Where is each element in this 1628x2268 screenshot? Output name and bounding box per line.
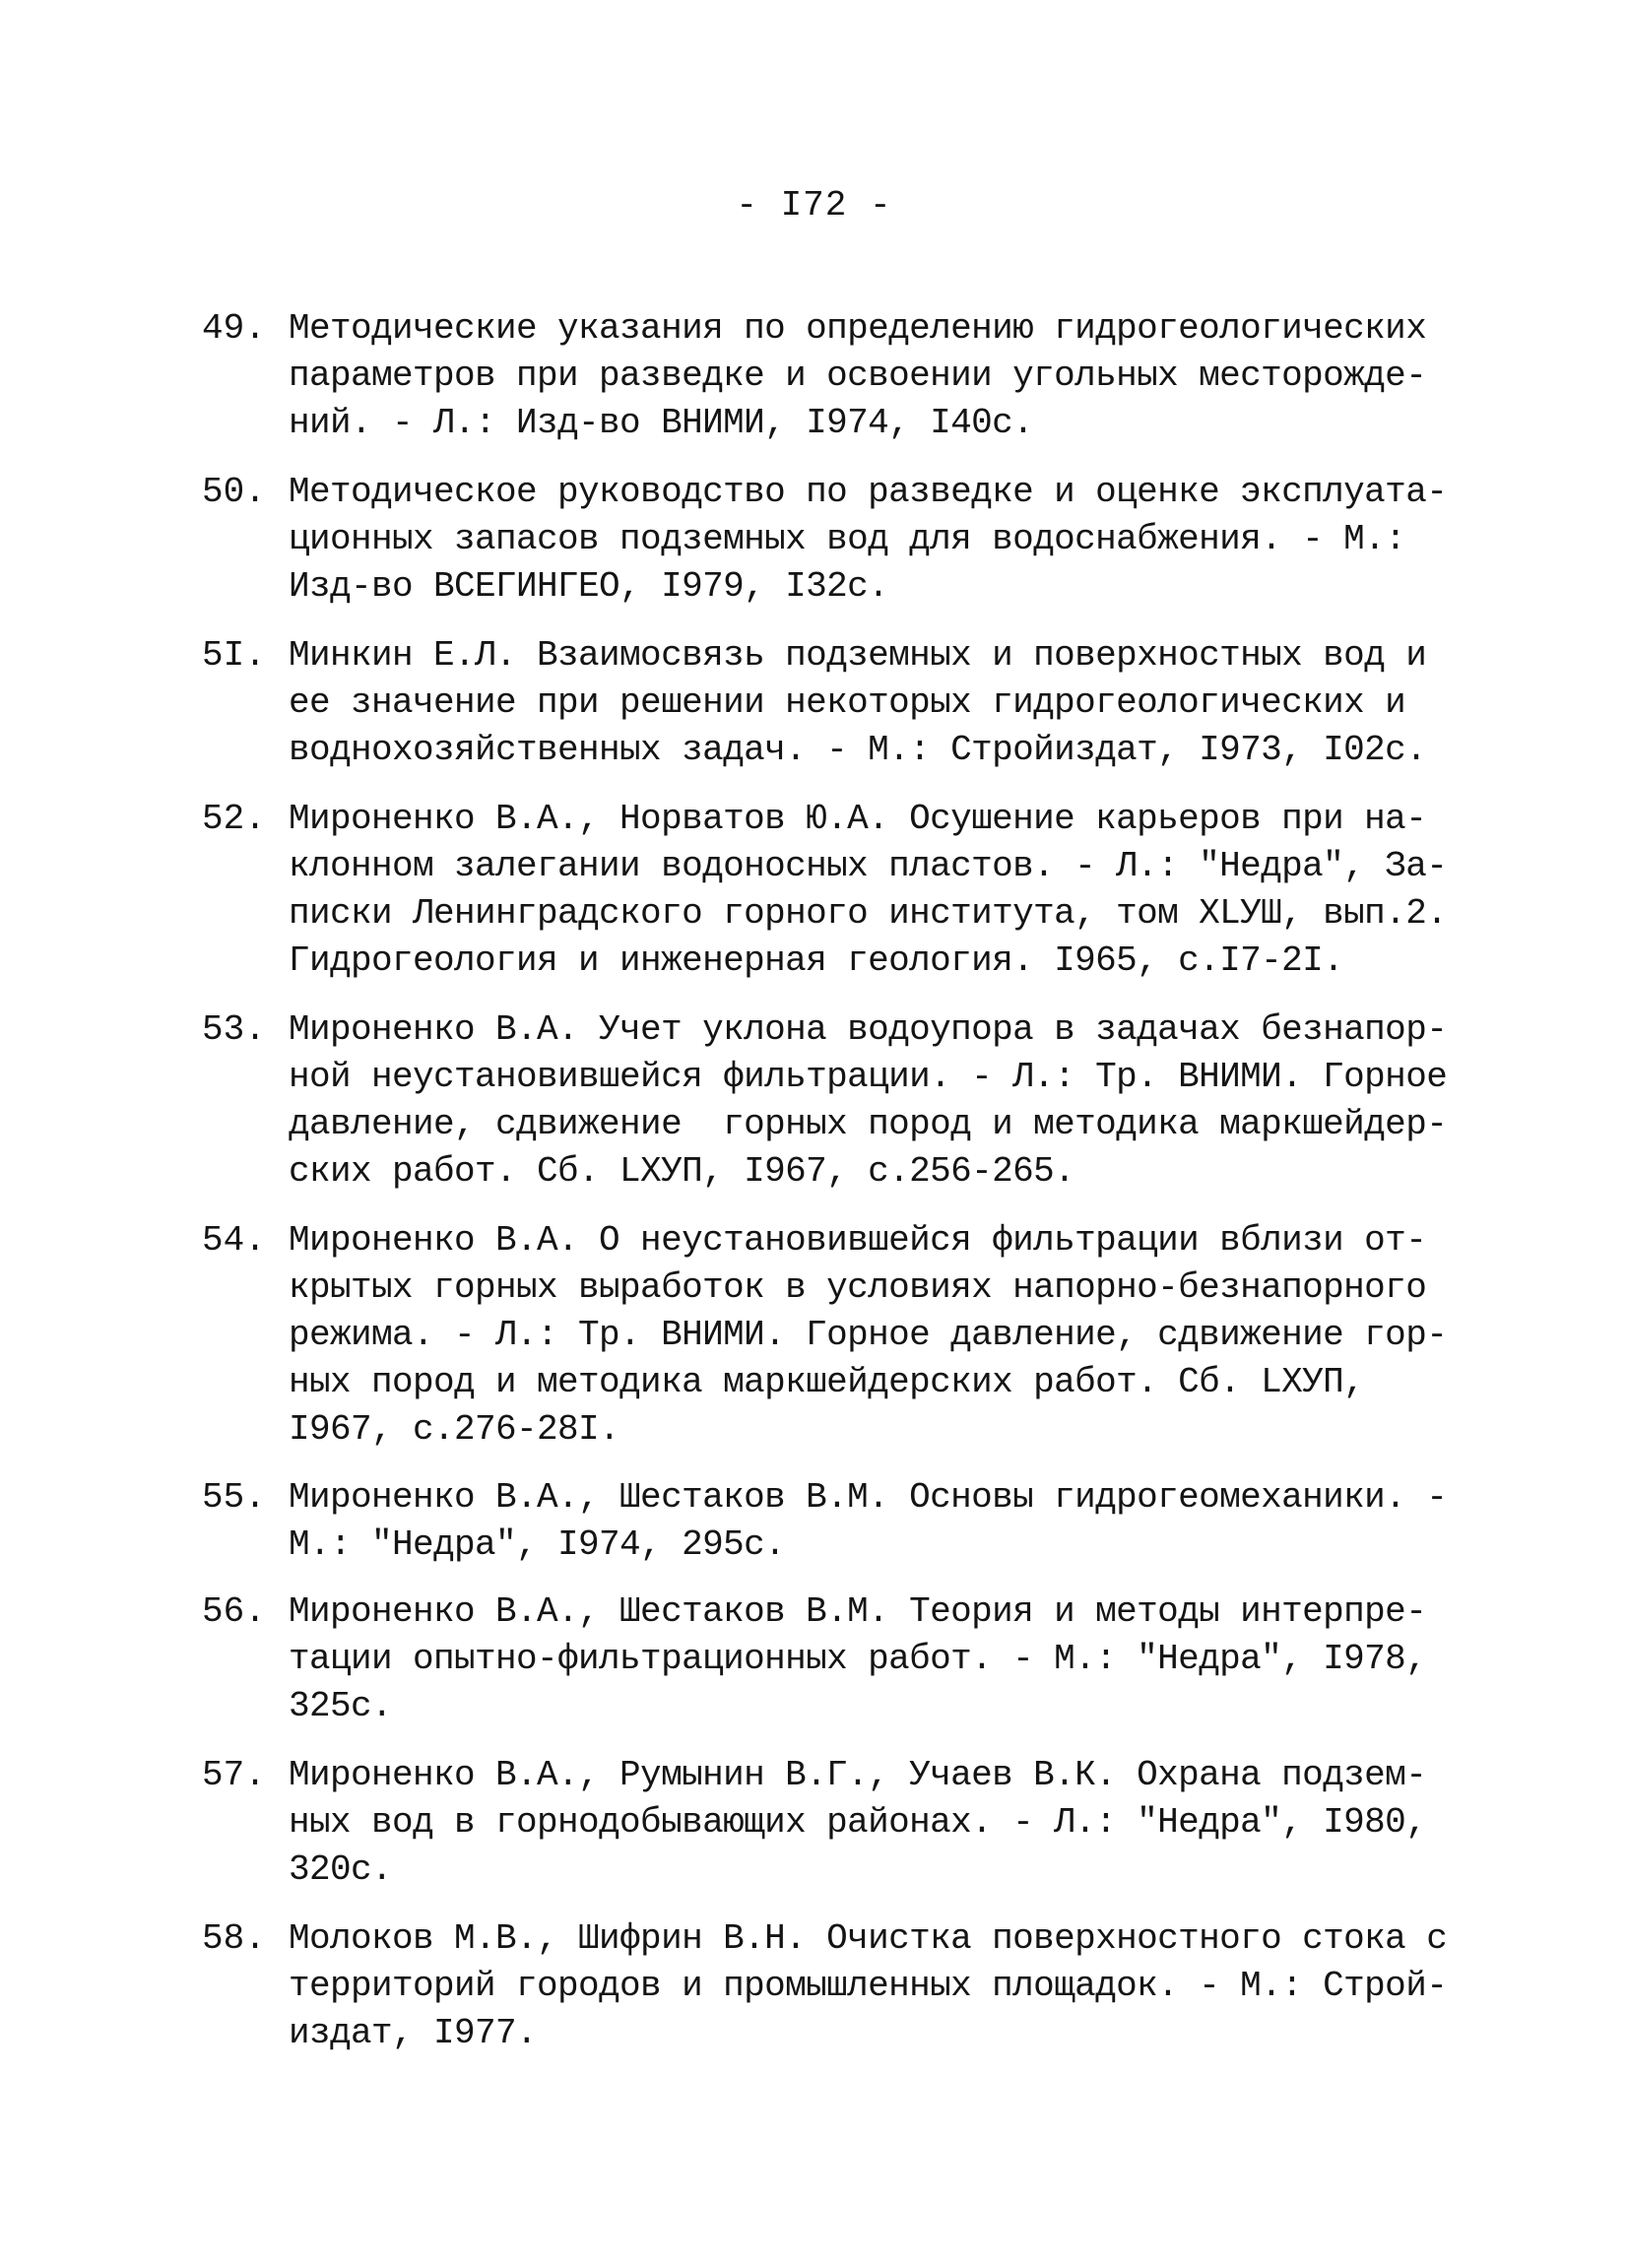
reference-line: крытых горных выработок в условиях напорно-безнапорного: [289, 1267, 1427, 1308]
reference-text: [289, 1588, 1431, 1730]
reference-line: Гидрогеология и инженерная геология. I965, с.I7-2I.: [289, 940, 1344, 981]
reference-text: [289, 305, 1431, 447]
reference-text: [289, 1474, 1448, 1569]
reference-line: ских работ. Сб. LХУП, I967, с.256-265.: [289, 1151, 1075, 1192]
reference-number: 5I.: [202, 635, 266, 676]
reference-text: [289, 1006, 1448, 1196]
reference-line: Методическое руководство по разведке и оценке эксплуата-: [289, 472, 1448, 512]
reference-line: 325с.: [289, 1686, 393, 1726]
reference-line: Мироненко В.А. Учет уклона водоупора в задачах безнапор-: [289, 1009, 1448, 1050]
reference-line: территорий городов и промышленных площадок. - М.: Строй-: [289, 1966, 1448, 2006]
reference-line: воднохозяйственных задач. - М.: Стройиздат, I973, I02с.: [289, 730, 1427, 770]
reference-text: [289, 796, 1448, 985]
page-number: - I72 -: [736, 185, 892, 226]
reference-number: 58.: [202, 1918, 266, 1959]
reference-line: Мироненко В.А. О неустановившейся фильтрации вблизи от-: [289, 1220, 1427, 1261]
reference-line: Мироненко В.А., Румынин В.Г., Учаев В.К. Охрана подзем-: [289, 1755, 1427, 1795]
reference-text: [289, 1915, 1448, 2057]
reference-line: режима. - Л.: Тр. ВНИМИ. Горное давление, сдвижение гор-: [289, 1315, 1448, 1355]
reference-line: Молоков М.В., Шифрин В.Н. Очистка поверхностного стока с: [289, 1918, 1448, 1959]
reference-line: Мироненко В.А., Шестаков В.М. Теория и методы интерпре-: [289, 1591, 1427, 1632]
reference-line: ной неустановившейся фильтрации. - Л.: Тр. ВНИМИ. Горное: [289, 1057, 1448, 1097]
reference-line: писки Ленинградского горного института, том XLУШ, вып.2.: [289, 893, 1448, 934]
reference-number: 55.: [202, 1477, 266, 1518]
reference-line: Методические указания по определению гидрогеологических: [289, 308, 1427, 349]
reference-text: [289, 1217, 1448, 1454]
reference-line: давление, сдвижение горных пород и методика маркшейдер-: [289, 1104, 1448, 1144]
reference-number: 57.: [202, 1755, 266, 1795]
reference-text: [289, 469, 1448, 611]
reference-line: I967, с.276-28I.: [289, 1409, 620, 1450]
reference-text: [289, 632, 1431, 774]
reference-line: ционных запасов подземных вод для водоснабжения. - М.:: [289, 519, 1406, 559]
reference-line: ее значение при решении некоторых гидрогеологических и: [289, 682, 1406, 723]
reference-number: 54.: [202, 1220, 266, 1261]
reference-line: ных вод в горнодобывающих районах. - Л.: "Недра", I980,: [289, 1802, 1427, 1843]
reference-text: [289, 1752, 1431, 1894]
reference-line: Минкин Е.Л. Взаимосвязь подземных и поверхностных вод и: [289, 635, 1427, 676]
reference-number: 52.: [202, 799, 266, 839]
reference-line: Изд-во ВСЕГИНГЕО, I979, I32с.: [289, 566, 889, 607]
reference-number: 53.: [202, 1009, 266, 1050]
reference-line: ных пород и методика маркшейдерских работ. Сб. LХУП,: [289, 1362, 1365, 1402]
reference-line: издат, I977.: [289, 2013, 538, 2053]
reference-line: параметров при разведке и освоении угольных месторожде-: [289, 356, 1427, 396]
reference-line: ний. - Л.: Изд-во ВНИМИ, I974, I40с.: [289, 403, 1034, 443]
reference-number: 56.: [202, 1591, 266, 1632]
reference-line: тации опытно-фильтрационных работ. - М.: "Недра", I978,: [289, 1639, 1427, 1679]
reference-line: Мироненко В.А., Норватов Ю.А. Осушение карьеров при на-: [289, 799, 1427, 839]
reference-line: клонном залегании водоносных пластов. - Л.: "Недра", За-: [289, 846, 1448, 886]
reference-number: 49.: [202, 308, 266, 349]
reference-line: Мироненко В.А., Шестаков В.М. Основы гидрогеомеханики. -: [289, 1477, 1448, 1518]
reference-line: М.: "Недра", I974, 295с.: [289, 1524, 786, 1565]
reference-line: 320с.: [289, 1849, 393, 1890]
reference-number: 50.: [202, 472, 266, 512]
